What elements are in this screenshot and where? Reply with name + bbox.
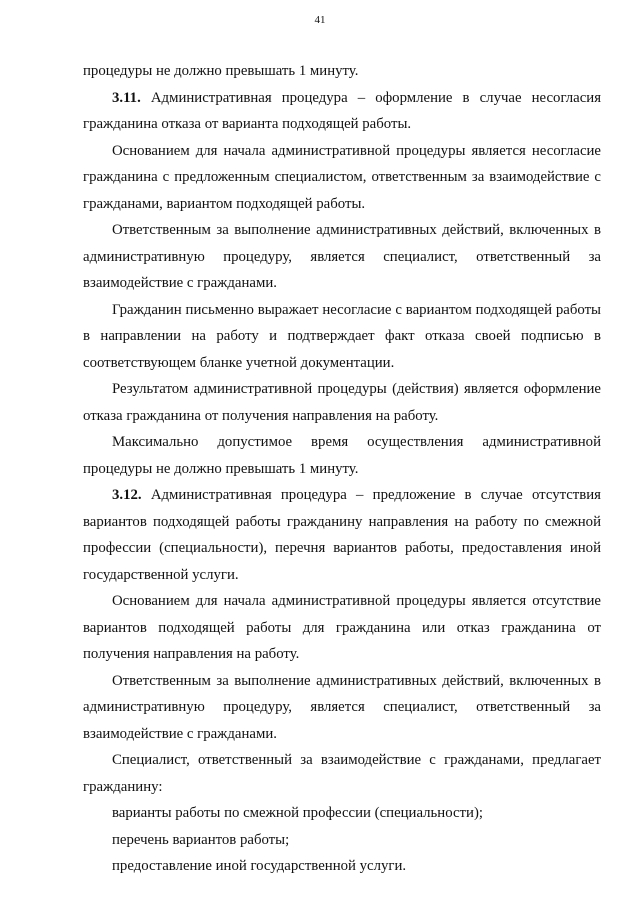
paragraph-continuation — [83, 58, 601, 85]
paragraph-text: Основанием для начала административной процедуры является несогласие гражданина с предложенным специалистом, ответственным за взаимодействие с гражданами, вариантом подходящей работы. — [83, 142, 601, 212]
paragraph — [83, 588, 601, 668]
paragraph — [83, 747, 601, 800]
paragraph — [83, 217, 601, 297]
section-number: 3.12. — [112, 487, 142, 503]
paragraph — [83, 138, 601, 218]
paragraph-text: Гражданин письменно выражает несогласие с вариантом подходящей работы в направлении на работу и подтверждает факт отказа своей подписью в соответствующем бланке учетной документации. — [83, 301, 601, 371]
paragraph — [83, 376, 601, 429]
list-item — [83, 827, 601, 854]
list-item-text: перечень вариантов работы; — [112, 831, 290, 848]
page-number: 41 — [314, 14, 326, 26]
paragraph-text: Административная процедура – предложение в случае отсутствия вариантов подходящей работы гражданину направления на работу по смежной профессии (специальности), перечня вариантов работы, предоставления иной государственной услуги. — [83, 487, 601, 583]
paragraph-text: Ответственным за выполнение административных действий, включенных в административную процедуру, является специалист, ответственный за взаимодействие с гражданами. — [83, 222, 601, 291]
paragraph — [83, 668, 601, 748]
section-3-12-heading — [83, 482, 601, 588]
paragraph-text: Результатом административной процедуры (действия) является оформление отказа гражданина от получения направления на работу. — [83, 381, 601, 424]
paragraph-text: Ответственным за выполнение административных действий, включенных в административную процедуру, является специалист, ответственный за взаимодействие с гражданами. — [83, 672, 601, 742]
document-body — [83, 58, 601, 880]
section-number: 3.11. — [112, 89, 141, 106]
list-item-text: предоставление иной государственной услуги. — [112, 858, 407, 874]
list-item-text: варианты работы по смежной профессии (специальности); — [112, 805, 483, 821]
paragraph — [83, 429, 601, 482]
list-item — [83, 853, 601, 880]
paragraph-text: Максимально допустимое время осуществления административной процедуры не должно превышать 1 минуту. — [83, 434, 601, 477]
paragraph-text: Административная процедура – оформление в случае несогласия гражданина отказа от варианта подходящей работы. — [83, 89, 601, 132]
paragraph-text: Специалист, ответственный за взаимодействие с гражданами, предлагает гражданину: — [83, 752, 601, 795]
section-3-11-heading — [83, 85, 601, 138]
paragraph — [83, 297, 601, 377]
list-item — [83, 800, 601, 827]
paragraph-text: процедуры не должно превышать 1 минуту. — [83, 63, 359, 79]
paragraph-text: Основанием для начала административной процедуры является отсутствие вариантов подходящей работы для гражданина или отказ гражданина от получения направления на работу. — [83, 593, 601, 662]
